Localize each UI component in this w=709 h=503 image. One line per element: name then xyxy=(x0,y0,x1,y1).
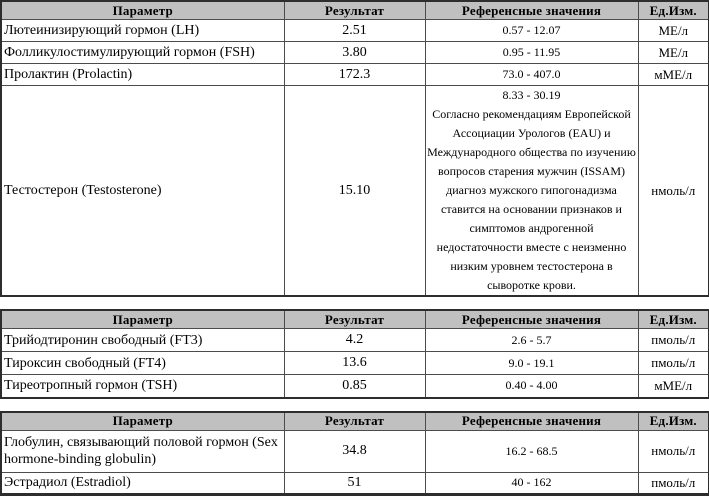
unit-cell: МЕ/л xyxy=(638,42,709,64)
result-cell: 51 xyxy=(284,472,425,494)
unit-cell: пмоль/л xyxy=(638,352,709,375)
column-header-unit: Ед.Изм. xyxy=(638,412,709,431)
reference-cell: 2.6 - 5.7 xyxy=(425,329,638,352)
column-header-result: Результат xyxy=(284,1,425,20)
result-cell: 172.3 xyxy=(284,64,425,86)
unit-cell: нмоль/л xyxy=(638,430,709,472)
header-row xyxy=(1,310,709,329)
param-cell: Тестостерон (Testosterone) xyxy=(1,86,284,297)
table-row-testosterone xyxy=(1,86,709,297)
column-header-reference: Референсные значения xyxy=(425,310,638,329)
results-table-thyroid xyxy=(0,309,709,399)
table-row-fsh xyxy=(1,42,709,64)
table-row-estradiol xyxy=(1,472,709,494)
reference-cell: 16.2 - 68.5 xyxy=(425,430,638,472)
reference-cell: 73.0 - 407.0 xyxy=(425,64,638,86)
reference-cell: 40 - 162 xyxy=(425,472,638,494)
column-header-result: Результат xyxy=(284,310,425,329)
table-row-ft4 xyxy=(1,352,709,375)
column-header-param: Параметр xyxy=(1,412,284,431)
table-row-lh xyxy=(1,20,709,42)
param-cell: Пролактин (Prolactin) xyxy=(1,64,284,86)
header-row xyxy=(1,1,709,20)
column-header-unit: Ед.Изм. xyxy=(638,1,709,20)
column-header-reference: Референсные значения xyxy=(425,412,638,431)
column-header-param: Параметр xyxy=(1,310,284,329)
reference-cell: 0.40 - 4.00 xyxy=(425,375,638,398)
unit-cell: пмоль/л xyxy=(638,472,709,494)
param-cell: Фолликулостимулирующий гормон (FSH) xyxy=(1,42,284,64)
param-cell: Трийодтиронин свободный (FT3) xyxy=(1,329,284,352)
table-row-ft3 xyxy=(1,329,709,352)
result-cell: 13.6 xyxy=(284,352,425,375)
results-table-shbg-estradiol xyxy=(0,411,709,496)
reference-cell: 9.0 - 19.1 xyxy=(425,352,638,375)
param-cell: Глобулин, связывающий половой гормон (Sex hormone-binding globulin) xyxy=(1,430,284,472)
table-row-shbg xyxy=(1,430,709,472)
reference-range: 8.33 - 30.19 xyxy=(502,88,561,102)
result-cell: 3.80 xyxy=(284,42,425,64)
result-cell: 0.85 xyxy=(284,375,425,398)
result-cell: 4.2 xyxy=(284,329,425,352)
param-cell: Тиреотропный гормон (TSH) xyxy=(1,375,284,398)
result-cell: 15.10 xyxy=(284,86,425,297)
table-row-tsh xyxy=(1,375,709,398)
column-header-result: Результат xyxy=(284,412,425,431)
reference-cell: 0.95 - 11.95 xyxy=(425,42,638,64)
reference-note: Согласно рекомендациям Европейской Ассоциации Урологов (EAU) и Международного общества по изучению вопросов старения мужчин (ISSAM) диагноз мужского гипогонадизма ставится на основании признаков и симптомов андрогенной недостаточности вместе с неизменно низким уровнем тестостерона в сыворотке крови. xyxy=(427,107,636,292)
result-cell: 2.51 xyxy=(284,20,425,42)
unit-cell: МЕ/л xyxy=(638,20,709,42)
param-cell: Эстрадиол (Estradiol) xyxy=(1,472,284,494)
header-row xyxy=(1,412,709,431)
unit-cell: пмоль/л xyxy=(638,329,709,352)
unit-cell: мМЕ/л xyxy=(638,64,709,86)
column-header-reference: Референсные значения xyxy=(425,1,638,20)
column-header-param: Параметр xyxy=(1,1,284,20)
result-cell: 34.8 xyxy=(284,430,425,472)
table-row-prolactin xyxy=(1,64,709,86)
column-header-unit: Ед.Изм. xyxy=(638,310,709,329)
param-cell: Тироксин свободный (FT4) xyxy=(1,352,284,375)
param-cell: Лютеинизирующий гормон (LH) xyxy=(1,20,284,42)
reference-cell xyxy=(425,86,638,297)
unit-cell: мМЕ/л xyxy=(638,375,709,398)
unit-cell: нмоль/л xyxy=(638,86,709,297)
reference-cell: 0.57 - 12.07 xyxy=(425,20,638,42)
